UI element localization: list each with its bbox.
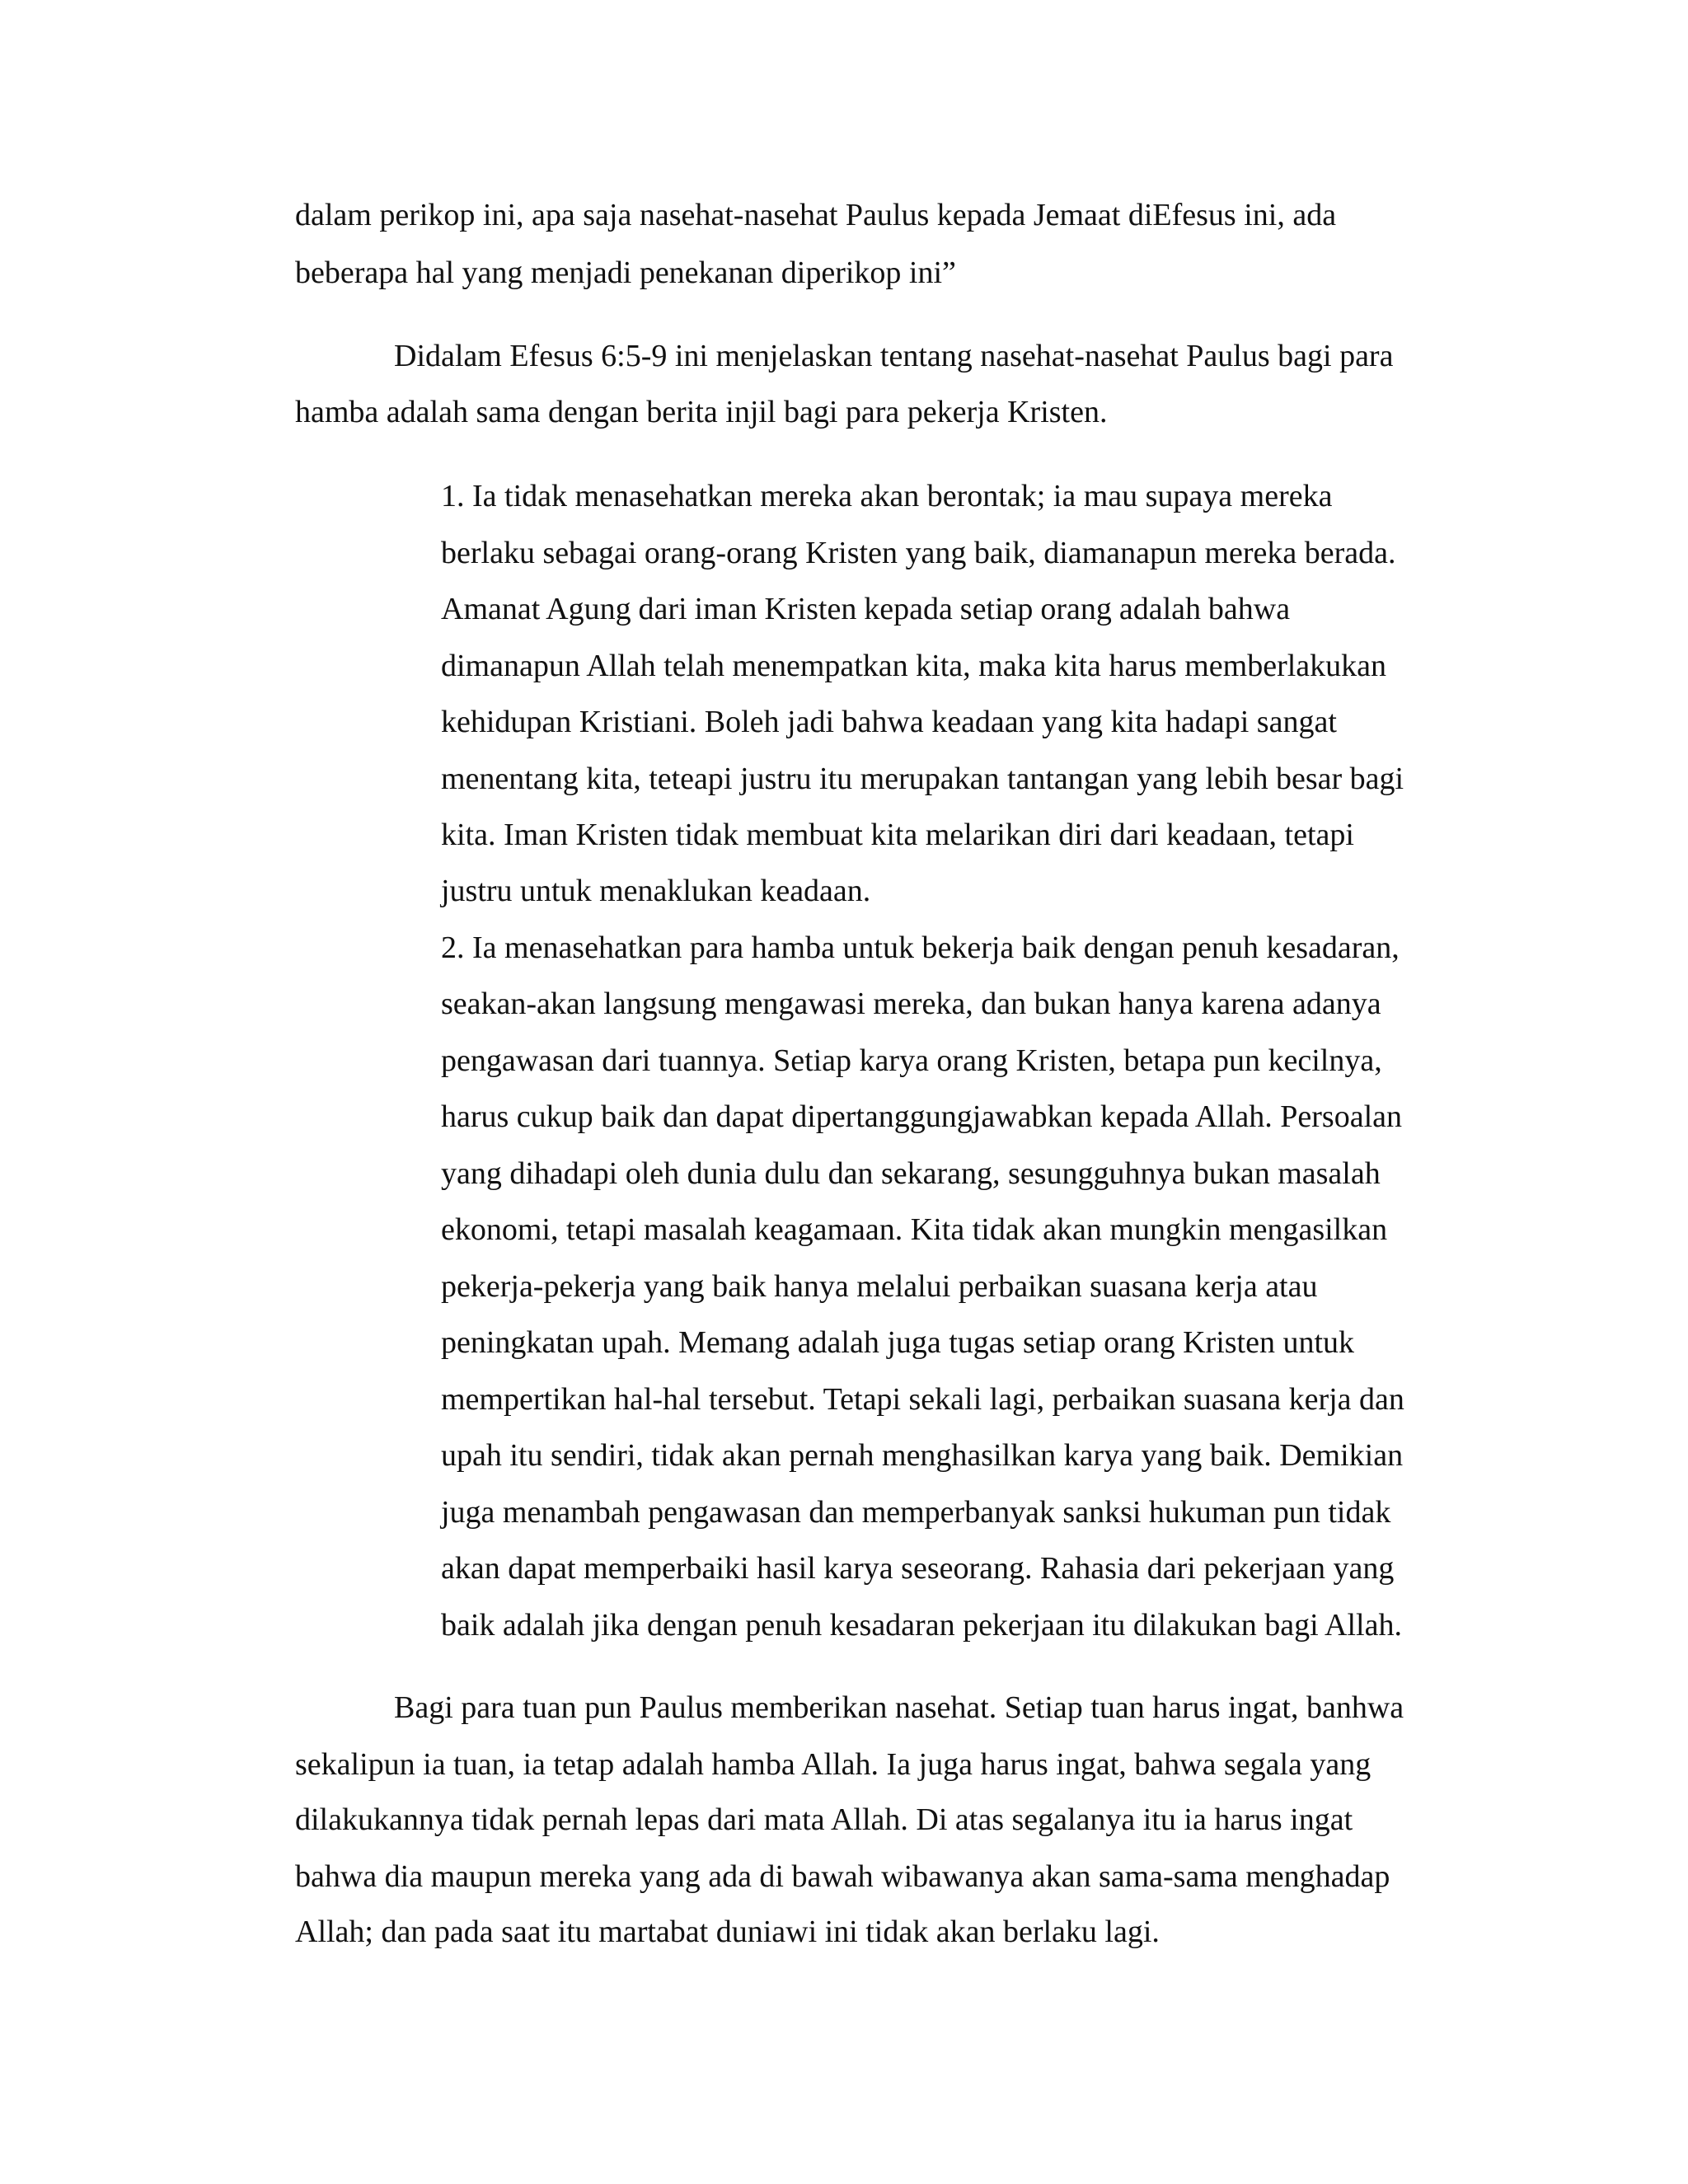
- list-item-line: peningkatan upah. Memang adalah juga tugas setiap orang Kristen untuk: [441, 1325, 1355, 1360]
- paragraph-line: bahwa dia maupun mereka yang ada di bawah wibawanya akan sama-sama menghadap: [295, 1859, 1390, 1894]
- paragraph-line: hamba adalah sama dengan berita injil bagi para pekerja Kristen.: [295, 395, 1108, 429]
- list-item-line: yang dihadapi oleh dunia dulu dan sekarang, sesungguhnya bukan masalah: [441, 1156, 1381, 1191]
- list-item-line: 1. Ia tidak menasehatkan mereka akan berontak; ia mau supaya mereka: [441, 479, 1333, 513]
- list-item-line: justru untuk menaklukan keadaan.: [441, 874, 871, 908]
- paragraph-line: sekalipun ia tuan, ia tetap adalah hamba Allah. Ia juga harus ingat, bahwa segala yang: [295, 1747, 1372, 1782]
- list-item-line: 2. Ia menasehatkan para hamba untuk bekerja baik dengan penuh kesadaran,: [441, 930, 1400, 965]
- paragraph-line: dalam perikop ini, apa saja nasehat-nasehat Paulus kepada Jemaat diEfesus ini, ada: [295, 198, 1337, 232]
- list-item-line: baik adalah jika dengan penuh kesadaran pekerjaan itu dilakukan bagi Allah.: [441, 1608, 1402, 1643]
- list-item-line: harus cukup baik dan dapat dipertanggungjawabkan kepada Allah. Persoalan: [441, 1099, 1403, 1134]
- paragraph-line: Allah; dan pada saat itu martabat duniawi ini tidak akan berlaku lagi.: [295, 1915, 1160, 1949]
- paragraph-line: Didalam Efesus 6:5-9 ini menjelaskan tentang nasehat-nasehat Paulus bagi para: [394, 339, 1394, 373]
- list-item-line: pekerja-pekerja yang baik hanya melalui perbaikan suasana kerja atau: [441, 1269, 1318, 1304]
- list-item-line: juga menambah pengawasan dan memperbanyak sanksi hukuman pun tidak: [441, 1495, 1391, 1530]
- list-item-line: menentang kita, teteapi justru itu merupakan tantangan yang lebih besar bagi: [441, 762, 1404, 796]
- list-item-line: dimanapun Allah telah menempatkan kita, maka kita harus memberlakukan: [441, 649, 1387, 683]
- list-item-line: pengawasan dari tuannya. Setiap karya orang Kristen, betapa pun kecilnya,: [441, 1043, 1382, 1078]
- list-item-line: ekonomi, tetapi masalah keagamaan. Kita tidak akan mungkin mengasilkan: [441, 1212, 1388, 1247]
- paragraph-line: dilakukannya tidak pernah lepas dari mata Allah. Di atas segalanya itu ia harus ingat: [295, 1802, 1353, 1837]
- list-item-line: kehidupan Kristiani. Boleh jadi bahwa keadaan yang kita hadapi sangat: [441, 705, 1337, 739]
- list-item-line: berlaku sebagai orang-orang Kristen yang baik, diamanapun mereka berada.: [441, 536, 1396, 570]
- list-item-line: mempertikan hal-hal tersebut. Tetapi sekali lagi, perbaikan suasana kerja dan: [441, 1382, 1404, 1417]
- list-item-line: akan dapat memperbaiki hasil karya seseorang. Rahasia dari pekerjaan yang: [441, 1551, 1395, 1586]
- list-item-line: Amanat Agung dari iman Kristen kepada setiap orang adalah bahwa: [441, 592, 1291, 626]
- list-item-line: upah itu sendiri, tidak akan pernah menghasilkan karya yang baik. Demikian: [441, 1438, 1404, 1473]
- paragraph-line: beberapa hal yang menjadi penekanan diperikop ini”: [295, 255, 956, 290]
- list-item-line: kita. Iman Kristen tidak membuat kita melarikan diri dari keadaan, tetapi: [441, 818, 1354, 852]
- list-item-line: seakan-akan langsung mengawasi mereka, dan bukan hanya karena adanya: [441, 987, 1381, 1021]
- paragraph-line: Bagi para tuan pun Paulus memberikan nasehat. Setiap tuan harus ingat, banhwa: [394, 1690, 1404, 1725]
